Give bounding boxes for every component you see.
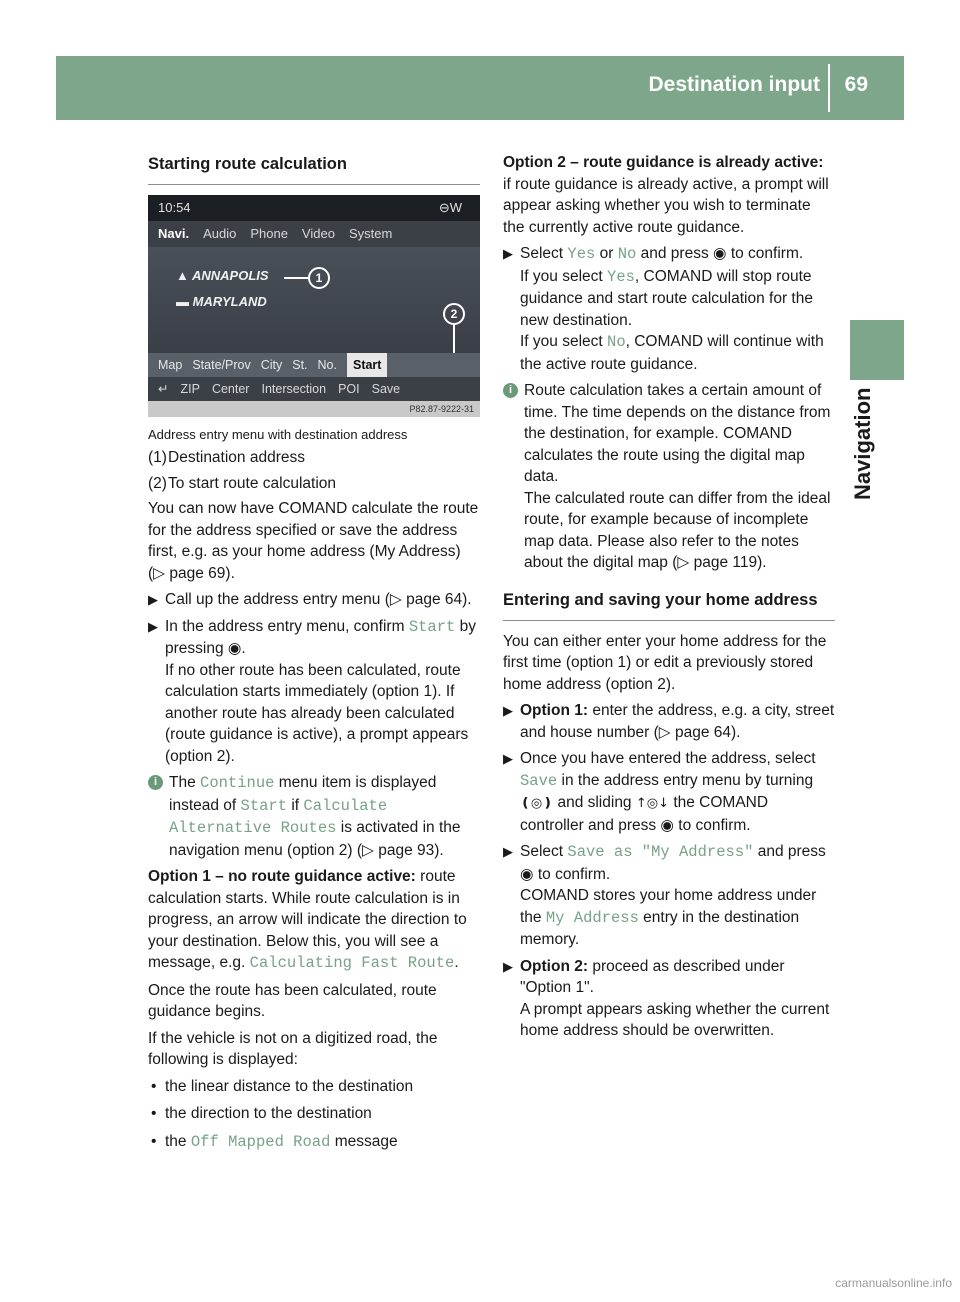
submenu-item: Save xyxy=(371,382,401,396)
paragraph: Once the route has been calculated, route guidance begins. xyxy=(148,981,437,1020)
submenu-item-start: Start xyxy=(347,353,387,377)
heading-rule xyxy=(503,620,835,621)
bullet-item: • the Off Mapped Road message xyxy=(151,1132,398,1151)
screen-submenu-row2 xyxy=(148,377,480,401)
submenu-item: St. xyxy=(292,358,308,372)
callout-item: (1) Destination address xyxy=(148,447,480,469)
paragraph: If the vehicle is not on a digitized road, the following is displayed: xyxy=(148,1029,438,1068)
left-column xyxy=(148,152,480,1159)
step-arrow-icon: ▶ xyxy=(503,246,513,261)
step-arrow-icon: ▶ xyxy=(148,592,158,607)
submenu-item: POI xyxy=(338,382,360,396)
header-divider xyxy=(828,64,830,112)
submenu-item: ZIP xyxy=(180,382,200,396)
info-icon: i xyxy=(148,775,163,790)
screen-status-bar xyxy=(148,195,480,221)
header-bar xyxy=(56,56,904,120)
step-arrow-icon: ▶ xyxy=(503,703,513,718)
turn-controller-icon: ❪◎❫ xyxy=(520,796,554,811)
submenu-item: Map xyxy=(158,358,183,372)
callout-line-2 xyxy=(453,325,455,353)
menu-phone: Phone xyxy=(250,226,288,241)
bullet-item: • the linear distance to the destination xyxy=(151,1077,414,1095)
submenu-item: State/Prov xyxy=(192,358,251,372)
callout-marker-2: 2 xyxy=(443,303,465,325)
instruction-step: ▶ Option 2: proceed as described under "Option 1". A prompt appears asking whether the current home address should be overwritten. xyxy=(503,957,830,1039)
slide-controller-icon: ↑◎↓ xyxy=(635,796,670,811)
page-number: 69 xyxy=(844,73,868,96)
step-arrow-icon: ▶ xyxy=(148,618,158,634)
callout-number: (2) xyxy=(148,474,167,492)
screen-time: 10:54 xyxy=(158,200,191,215)
callout-line-1 xyxy=(284,277,308,279)
instruction-step: ▶ Select Save as "My Address" and press ◉ to confirm. COMAND stores your home address under the My Address entry in the destination memory. xyxy=(503,843,826,948)
instruction-step: ▶ Once you have entered the address, select Save in the address entry menu by turning ❪◎❫ and sliding ↑◎↓ the COMAND controller and press ◉ to confirm. xyxy=(503,750,816,834)
paragraph: You can now have COMAND calculate the route for the address specified or save the address first, e.g. as your home address (My Address) (▷ page 69). xyxy=(148,500,479,582)
submenu-item: City xyxy=(260,358,283,372)
menu-navi: Navi. xyxy=(158,226,190,241)
screen-city: ▲ ANNAPOLIS xyxy=(176,268,269,283)
submenu-item: No. xyxy=(317,358,337,372)
screen-state: ▬ MARYLAND xyxy=(176,294,267,309)
paragraph: You can either enter your home address for the first time (option 1) or edit a previously stored home address (option 2). xyxy=(503,632,827,693)
side-tab-label: Navigation xyxy=(850,387,875,500)
figure-reference: P82.87-9222-31 xyxy=(148,401,480,417)
section-heading: Starting route calculation xyxy=(148,155,347,173)
screen-submenu-row1 xyxy=(148,353,480,377)
side-tab-marker xyxy=(850,320,904,380)
right-column xyxy=(503,152,835,1047)
step-arrow-icon: ▶ xyxy=(503,751,513,766)
instruction-step: ▶ Call up the address entry menu (▷ page 64). xyxy=(148,589,480,611)
bullet-item: • the direction to the destination xyxy=(151,1105,372,1122)
info-note: i The Continue menu item is displayed instead of Start if Calculate Alternative Routes is activated in the navigation menu (option 2) (▷ page 93). xyxy=(148,772,480,861)
instruction-step: ▶ Option 1: enter the address, e.g. a city, street and house number (▷ page 64). xyxy=(503,702,835,741)
screen-main-menu xyxy=(148,221,480,247)
heading-rule xyxy=(148,184,480,185)
menu-system: System xyxy=(348,226,393,241)
section-title: Destination input xyxy=(648,73,820,96)
paragraph: Option 1 – no route guidance active: route calculation starts. While route calculation is in progress, an arrow will indicate the direction to your destination. Below this, you will see a message, e.g. Calculating Fast Route. xyxy=(148,868,467,972)
instruction-step: ▶ In the address entry menu, confirm Start by pressing ◉. If no other route has been calculated, route calculation starts immediately (option 1). If another route has already been calculated (route guidance is active), a prompt appears (option 2). xyxy=(148,617,477,765)
back-icon: ↵ xyxy=(158,382,169,396)
compass-indicator: ⊖W xyxy=(438,200,462,215)
callout-marker-1: 1 xyxy=(308,267,330,289)
section-heading: Entering and saving your home address xyxy=(503,590,818,609)
callout-item: (2) To start route calculation xyxy=(148,473,480,495)
step-arrow-icon: ▶ xyxy=(503,958,513,974)
instruction-step: ▶ Select Yes or No and press ◉ to confirm. If you select Yes, COMAND will stop route guidance and start route calculation for the new destination. If you select No, COMAND will continue with the active route guidance. xyxy=(503,245,824,373)
callout-number: (1) xyxy=(148,449,167,466)
info-icon: i xyxy=(503,383,518,398)
submenu-item: Center xyxy=(211,382,250,396)
menu-video: Video xyxy=(301,226,335,241)
paragraph: Option 2 – route guidance is already active: if route guidance is already active, a prompt will appear asking whether you wish to terminate the currently active route guidance. xyxy=(503,154,829,236)
watermark: carmanualsonline.info xyxy=(835,1276,952,1290)
screen-figure xyxy=(148,195,480,417)
menu-audio: Audio xyxy=(203,226,237,241)
figure-caption: Address entry menu with destination address xyxy=(148,427,408,442)
step-arrow-icon: ▶ xyxy=(503,844,513,859)
submenu-item: Intersection xyxy=(261,382,327,396)
info-note: i Route calculation takes a certain amount of time. The time depends on the distance from the destination, for example. COMAND calculates the route using the digital map data. The calculated route can differ from the ideal route, for example because of incomplete map data. Please also refer to the notes about the digital map (▷ page 119). xyxy=(503,380,835,574)
